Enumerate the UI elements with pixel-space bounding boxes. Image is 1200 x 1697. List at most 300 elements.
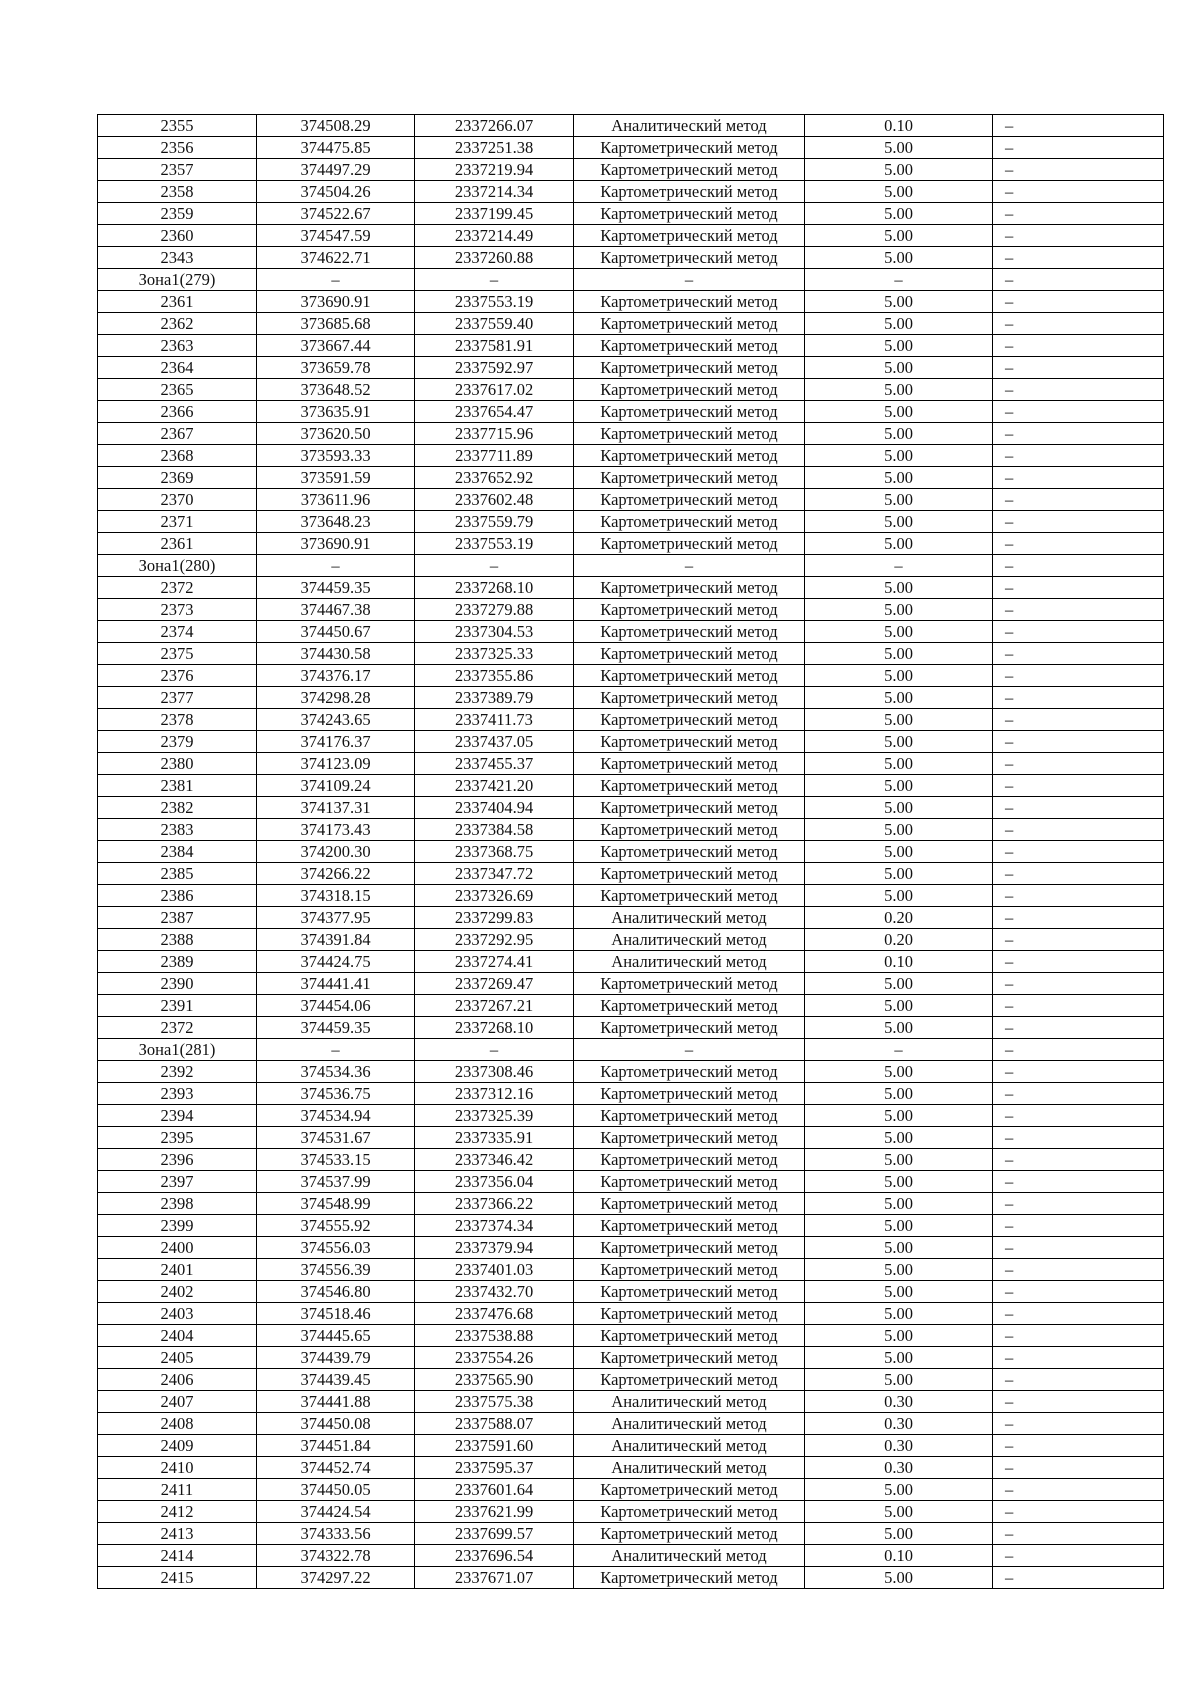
cell-precision: 5.00 bbox=[805, 1215, 993, 1237]
cell-precision: 5.00 bbox=[805, 159, 993, 181]
cell-precision: 5.00 bbox=[805, 973, 993, 995]
cell-y: 2337274.41 bbox=[415, 951, 574, 973]
cell-note: – bbox=[993, 797, 1164, 819]
cell-precision: 0.30 bbox=[805, 1413, 993, 1435]
cell-precision: 5.00 bbox=[805, 1281, 993, 1303]
cell-x: 374504.26 bbox=[257, 181, 415, 203]
cell-x: 374441.88 bbox=[257, 1391, 415, 1413]
cell-y: 2337214.34 bbox=[415, 181, 574, 203]
table-row bbox=[98, 863, 1164, 885]
cell-precision: 5.00 bbox=[805, 313, 993, 335]
cell-point: 2376 bbox=[98, 665, 257, 687]
table-row bbox=[98, 819, 1164, 841]
cell-x: 374452.74 bbox=[257, 1457, 415, 1479]
cell-method: Картометрический метод bbox=[574, 159, 805, 181]
cell-point: 2390 bbox=[98, 973, 257, 995]
cell-x: 374459.35 bbox=[257, 1017, 415, 1039]
table-body bbox=[98, 115, 1164, 1589]
cell-method: Картометрический метод bbox=[574, 291, 805, 313]
cell-y: 2337559.40 bbox=[415, 313, 574, 335]
cell-point: 2391 bbox=[98, 995, 257, 1017]
cell-method: Картометрический метод bbox=[574, 973, 805, 995]
cell-x: 374377.95 bbox=[257, 907, 415, 929]
cell-y: 2337553.19 bbox=[415, 291, 574, 313]
cell-y: 2337347.72 bbox=[415, 863, 574, 885]
cell-precision: 5.00 bbox=[805, 247, 993, 269]
cell-precision: 5.00 bbox=[805, 599, 993, 621]
table-row bbox=[98, 1545, 1164, 1567]
cell-precision: 0.10 bbox=[805, 951, 993, 973]
cell-precision: 5.00 bbox=[805, 1149, 993, 1171]
cell-point: 2375 bbox=[98, 643, 257, 665]
cell-precision: 0.30 bbox=[805, 1391, 993, 1413]
table-row bbox=[98, 1369, 1164, 1391]
table-row bbox=[98, 885, 1164, 907]
cell-note: – bbox=[993, 181, 1164, 203]
table-row bbox=[98, 203, 1164, 225]
cell-note: – bbox=[993, 203, 1164, 225]
cell-precision: 5.00 bbox=[805, 775, 993, 797]
table-row bbox=[98, 225, 1164, 247]
cell-point: 2373 bbox=[98, 599, 257, 621]
cell-point: 2370 bbox=[98, 489, 257, 511]
cell-method: Картометрический метод bbox=[574, 1149, 805, 1171]
cell-point: 2414 bbox=[98, 1545, 257, 1567]
cell-x: 374137.31 bbox=[257, 797, 415, 819]
table-row bbox=[98, 423, 1164, 445]
cell-precision: 5.00 bbox=[805, 1369, 993, 1391]
cell-method: Картометрический метод bbox=[574, 1281, 805, 1303]
cell-method: Картометрический метод bbox=[574, 621, 805, 643]
cell-method: Картометрический метод bbox=[574, 599, 805, 621]
cell-point: 2372 bbox=[98, 577, 257, 599]
cell-note: – bbox=[993, 1391, 1164, 1413]
table-row bbox=[98, 643, 1164, 665]
cell-point: 2365 bbox=[98, 379, 257, 401]
cell-x: – bbox=[257, 1039, 415, 1061]
cell-precision: 5.00 bbox=[805, 203, 993, 225]
cell-method: Картометрический метод bbox=[574, 357, 805, 379]
cell-note: – bbox=[993, 863, 1164, 885]
cell-precision: 5.00 bbox=[805, 665, 993, 687]
cell-x: 374439.79 bbox=[257, 1347, 415, 1369]
cell-note: – bbox=[993, 159, 1164, 181]
cell-method: Картометрический метод bbox=[574, 335, 805, 357]
cell-y: 2337565.90 bbox=[415, 1369, 574, 1391]
cell-y: 2337401.03 bbox=[415, 1259, 574, 1281]
cell-point: 2369 bbox=[98, 467, 257, 489]
cell-method: Картометрический метод bbox=[574, 1347, 805, 1369]
cell-y: 2337711.89 bbox=[415, 445, 574, 467]
cell-point: 2366 bbox=[98, 401, 257, 423]
cell-precision: 5.00 bbox=[805, 819, 993, 841]
cell-method: Картометрический метод bbox=[574, 841, 805, 863]
table-row bbox=[98, 1523, 1164, 1545]
cell-y: – bbox=[415, 1039, 574, 1061]
cell-precision: 5.00 bbox=[805, 1171, 993, 1193]
cell-note: – bbox=[993, 1281, 1164, 1303]
cell-x: 374533.15 bbox=[257, 1149, 415, 1171]
cell-note: – bbox=[993, 1479, 1164, 1501]
cell-note: – bbox=[993, 731, 1164, 753]
cell-note: – bbox=[993, 533, 1164, 555]
table-row bbox=[98, 753, 1164, 775]
cell-point: Зона1(280) bbox=[98, 555, 257, 577]
cell-x: 373690.91 bbox=[257, 291, 415, 313]
table-row bbox=[98, 247, 1164, 269]
cell-method: Картометрический метод bbox=[574, 775, 805, 797]
cell-point: 2406 bbox=[98, 1369, 257, 1391]
cell-point: 2397 bbox=[98, 1171, 257, 1193]
cell-point: 2410 bbox=[98, 1457, 257, 1479]
cell-point: 2411 bbox=[98, 1479, 257, 1501]
cell-point: 2400 bbox=[98, 1237, 257, 1259]
cell-note: – bbox=[993, 599, 1164, 621]
cell-y: 2337411.73 bbox=[415, 709, 574, 731]
cell-point: 2412 bbox=[98, 1501, 257, 1523]
cell-precision: 5.00 bbox=[805, 291, 993, 313]
cell-x: 374445.65 bbox=[257, 1325, 415, 1347]
cell-x: 374200.30 bbox=[257, 841, 415, 863]
cell-y: 2337715.96 bbox=[415, 423, 574, 445]
cell-precision: 0.30 bbox=[805, 1457, 993, 1479]
cell-note: – bbox=[993, 1303, 1164, 1325]
cell-note: – bbox=[993, 1523, 1164, 1545]
cell-x: 374531.67 bbox=[257, 1127, 415, 1149]
cell-method: Картометрический метод bbox=[574, 489, 805, 511]
cell-x: 374555.92 bbox=[257, 1215, 415, 1237]
cell-y: 2337559.79 bbox=[415, 511, 574, 533]
cell-point: 2378 bbox=[98, 709, 257, 731]
cell-x: 373591.59 bbox=[257, 467, 415, 489]
cell-precision: 5.00 bbox=[805, 863, 993, 885]
cell-precision: 5.00 bbox=[805, 181, 993, 203]
cell-precision: 5.00 bbox=[805, 995, 993, 1017]
cell-method: Картометрический метод bbox=[574, 203, 805, 225]
cell-method: Картометрический метод bbox=[574, 247, 805, 269]
cell-y: 2337304.53 bbox=[415, 621, 574, 643]
cell-note: – bbox=[993, 1347, 1164, 1369]
table-row bbox=[98, 511, 1164, 533]
cell-y: 2337404.94 bbox=[415, 797, 574, 819]
table-row bbox=[98, 1215, 1164, 1237]
cell-point: 2368 bbox=[98, 445, 257, 467]
table-row bbox=[98, 951, 1164, 973]
cell-point: 2386 bbox=[98, 885, 257, 907]
cell-note: – bbox=[993, 995, 1164, 1017]
cell-y: 2337268.10 bbox=[415, 577, 574, 599]
table-row bbox=[98, 841, 1164, 863]
cell-precision: – bbox=[805, 269, 993, 291]
cell-y: 2337699.57 bbox=[415, 1523, 574, 1545]
cell-x: 374534.94 bbox=[257, 1105, 415, 1127]
cell-precision: 5.00 bbox=[805, 401, 993, 423]
cell-point: 2382 bbox=[98, 797, 257, 819]
table-row bbox=[98, 379, 1164, 401]
cell-y: 2337437.05 bbox=[415, 731, 574, 753]
cell-method: Картометрический метод bbox=[574, 1501, 805, 1523]
cell-method: Картометрический метод bbox=[574, 709, 805, 731]
cell-x: 374537.99 bbox=[257, 1171, 415, 1193]
cell-y: 2337432.70 bbox=[415, 1281, 574, 1303]
cell-y: 2337214.49 bbox=[415, 225, 574, 247]
cell-point: 2384 bbox=[98, 841, 257, 863]
cell-method: Аналитический метод bbox=[574, 1545, 805, 1567]
cell-method: Аналитический метод bbox=[574, 1457, 805, 1479]
cell-y: 2337379.94 bbox=[415, 1237, 574, 1259]
cell-x: 373593.33 bbox=[257, 445, 415, 467]
table-row bbox=[98, 1259, 1164, 1281]
cell-method: Аналитический метод bbox=[574, 1435, 805, 1457]
cell-y: 2337325.39 bbox=[415, 1105, 574, 1127]
cell-x: 374556.39 bbox=[257, 1259, 415, 1281]
cell-note: – bbox=[993, 1237, 1164, 1259]
cell-y: 2337312.16 bbox=[415, 1083, 574, 1105]
table-row bbox=[98, 159, 1164, 181]
cell-method: Аналитический метод bbox=[574, 951, 805, 973]
cell-method: Картометрический метод bbox=[574, 1017, 805, 1039]
cell-note: – bbox=[993, 555, 1164, 577]
cell-method: Картометрический метод bbox=[574, 665, 805, 687]
cell-note: – bbox=[993, 819, 1164, 841]
cell-note: – bbox=[993, 357, 1164, 379]
cell-method: Картометрический метод bbox=[574, 1171, 805, 1193]
cell-method: Картометрический метод bbox=[574, 1193, 805, 1215]
cell-note: – bbox=[993, 115, 1164, 137]
cell-precision: 5.00 bbox=[805, 687, 993, 709]
cell-method: Картометрический метод bbox=[574, 137, 805, 159]
cell-point: 2377 bbox=[98, 687, 257, 709]
cell-method: Картометрический метод bbox=[574, 687, 805, 709]
cell-x: 373648.23 bbox=[257, 511, 415, 533]
table-row bbox=[98, 1391, 1164, 1413]
cell-precision: 5.00 bbox=[805, 489, 993, 511]
cell-y: 2337325.33 bbox=[415, 643, 574, 665]
table-row bbox=[98, 907, 1164, 929]
cell-x: 374441.41 bbox=[257, 973, 415, 995]
cell-x: 374297.22 bbox=[257, 1567, 415, 1589]
zone-header-row bbox=[98, 555, 1164, 577]
cell-precision: 5.00 bbox=[805, 445, 993, 467]
cell-note: – bbox=[993, 1083, 1164, 1105]
table-row bbox=[98, 1171, 1164, 1193]
cell-y: 2337652.92 bbox=[415, 467, 574, 489]
cell-precision: 5.00 bbox=[805, 379, 993, 401]
cell-method: Картометрический метод bbox=[574, 1237, 805, 1259]
cell-note: – bbox=[993, 709, 1164, 731]
table-row bbox=[98, 731, 1164, 753]
cell-x: 374109.24 bbox=[257, 775, 415, 797]
cell-note: – bbox=[993, 1501, 1164, 1523]
cell-method: Картометрический метод bbox=[574, 423, 805, 445]
cell-note: – bbox=[993, 401, 1164, 423]
table-row bbox=[98, 291, 1164, 313]
table-row bbox=[98, 1127, 1164, 1149]
cell-x: 374173.43 bbox=[257, 819, 415, 841]
cell-note: – bbox=[993, 1369, 1164, 1391]
cell-point: 2408 bbox=[98, 1413, 257, 1435]
cell-note: – bbox=[993, 929, 1164, 951]
cell-y: 2337617.02 bbox=[415, 379, 574, 401]
cell-note: – bbox=[993, 1105, 1164, 1127]
cell-x: 374266.22 bbox=[257, 863, 415, 885]
cell-point: 2372 bbox=[98, 1017, 257, 1039]
cell-precision: 0.20 bbox=[805, 907, 993, 929]
cell-precision: 5.00 bbox=[805, 1127, 993, 1149]
table-row bbox=[98, 775, 1164, 797]
cell-point: 2405 bbox=[98, 1347, 257, 1369]
cell-y: 2337476.68 bbox=[415, 1303, 574, 1325]
table-row bbox=[98, 401, 1164, 423]
cell-precision: 0.20 bbox=[805, 929, 993, 951]
cell-precision: 5.00 bbox=[805, 511, 993, 533]
cell-x: 374424.54 bbox=[257, 1501, 415, 1523]
cell-note: – bbox=[993, 1435, 1164, 1457]
cell-method: Картометрический метод bbox=[574, 797, 805, 819]
cell-y: 2337374.34 bbox=[415, 1215, 574, 1237]
cell-precision: 5.00 bbox=[805, 1237, 993, 1259]
cell-note: – bbox=[993, 511, 1164, 533]
table-row bbox=[98, 1237, 1164, 1259]
cell-note: – bbox=[993, 247, 1164, 269]
cell-note: – bbox=[993, 665, 1164, 687]
cell-y: 2337366.22 bbox=[415, 1193, 574, 1215]
table-row bbox=[98, 313, 1164, 335]
cell-x: 374546.80 bbox=[257, 1281, 415, 1303]
cell-x: 374536.75 bbox=[257, 1083, 415, 1105]
table-row bbox=[98, 1347, 1164, 1369]
cell-method: Аналитический метод bbox=[574, 115, 805, 137]
cell-precision: 5.00 bbox=[805, 1347, 993, 1369]
cell-note: – bbox=[993, 1193, 1164, 1215]
table-row bbox=[98, 665, 1164, 687]
cell-y: 2337696.54 bbox=[415, 1545, 574, 1567]
cell-method: Картометрический метод bbox=[574, 181, 805, 203]
cell-y: 2337455.37 bbox=[415, 753, 574, 775]
cell-point: 2404 bbox=[98, 1325, 257, 1347]
cell-point: 2383 bbox=[98, 819, 257, 841]
cell-note: – bbox=[993, 1567, 1164, 1589]
cell-method: Картометрический метод bbox=[574, 885, 805, 907]
cell-note: – bbox=[993, 1259, 1164, 1281]
table-row bbox=[98, 467, 1164, 489]
cell-method: Картометрический метод bbox=[574, 533, 805, 555]
cell-method: Аналитический метод bbox=[574, 907, 805, 929]
cell-x: 374243.65 bbox=[257, 709, 415, 731]
cell-point: 2388 bbox=[98, 929, 257, 951]
cell-x: 374497.29 bbox=[257, 159, 415, 181]
cell-precision: 5.00 bbox=[805, 423, 993, 445]
cell-y: 2337368.75 bbox=[415, 841, 574, 863]
cell-y: 2337671.07 bbox=[415, 1567, 574, 1589]
table-row bbox=[98, 1567, 1164, 1589]
cell-y: 2337308.46 bbox=[415, 1061, 574, 1083]
cell-method: – bbox=[574, 555, 805, 577]
cell-y: – bbox=[415, 555, 574, 577]
cell-method: Картометрический метод bbox=[574, 731, 805, 753]
cell-note: – bbox=[993, 445, 1164, 467]
cell-note: – bbox=[993, 687, 1164, 709]
cell-x: 374534.36 bbox=[257, 1061, 415, 1083]
cell-y: 2337199.45 bbox=[415, 203, 574, 225]
table-row bbox=[98, 1413, 1164, 1435]
cell-point: 2413 bbox=[98, 1523, 257, 1545]
cell-x: 374298.28 bbox=[257, 687, 415, 709]
cell-note: – bbox=[993, 951, 1164, 973]
cell-precision: – bbox=[805, 1039, 993, 1061]
cell-note: – bbox=[993, 1457, 1164, 1479]
cell-precision: 5.00 bbox=[805, 1567, 993, 1589]
cell-y: 2337553.19 bbox=[415, 533, 574, 555]
cell-x: 374556.03 bbox=[257, 1237, 415, 1259]
cell-point: 2361 bbox=[98, 533, 257, 555]
cell-y: 2337279.88 bbox=[415, 599, 574, 621]
table-row bbox=[98, 1193, 1164, 1215]
cell-x: 374454.06 bbox=[257, 995, 415, 1017]
cell-note: – bbox=[993, 379, 1164, 401]
cell-precision: 0.10 bbox=[805, 1545, 993, 1567]
cell-method: Картометрический метод bbox=[574, 1105, 805, 1127]
cell-point: 2380 bbox=[98, 753, 257, 775]
cell-precision: 5.00 bbox=[805, 797, 993, 819]
cell-point: Зона1(279) bbox=[98, 269, 257, 291]
cell-note: – bbox=[993, 489, 1164, 511]
cell-precision: 5.00 bbox=[805, 1193, 993, 1215]
cell-y: 2337538.88 bbox=[415, 1325, 574, 1347]
cell-note: – bbox=[993, 1413, 1164, 1435]
table-row bbox=[98, 621, 1164, 643]
cell-precision: 5.00 bbox=[805, 577, 993, 599]
cell-x: 374322.78 bbox=[257, 1545, 415, 1567]
cell-y: 2337260.88 bbox=[415, 247, 574, 269]
cell-method: Картометрический метод bbox=[574, 1567, 805, 1589]
table-row bbox=[98, 973, 1164, 995]
cell-method: Картометрический метод bbox=[574, 511, 805, 533]
cell-precision: 0.30 bbox=[805, 1435, 993, 1457]
cell-x: 373611.96 bbox=[257, 489, 415, 511]
cell-precision: 5.00 bbox=[805, 753, 993, 775]
table-row bbox=[98, 357, 1164, 379]
cell-precision: 5.00 bbox=[805, 225, 993, 247]
cell-x: 374467.38 bbox=[257, 599, 415, 621]
cell-point: 2379 bbox=[98, 731, 257, 753]
cell-note: – bbox=[993, 973, 1164, 995]
cell-point: 2363 bbox=[98, 335, 257, 357]
cell-point: 2403 bbox=[98, 1303, 257, 1325]
cell-precision: 5.00 bbox=[805, 885, 993, 907]
cell-x: 374622.71 bbox=[257, 247, 415, 269]
cell-note: – bbox=[993, 753, 1164, 775]
cell-point: 2367 bbox=[98, 423, 257, 445]
cell-method: Картометрический метод bbox=[574, 577, 805, 599]
cell-precision: 5.00 bbox=[805, 1501, 993, 1523]
cell-point: 2381 bbox=[98, 775, 257, 797]
table-row bbox=[98, 1105, 1164, 1127]
cell-point: 2415 bbox=[98, 1567, 257, 1589]
cell-y: 2337602.48 bbox=[415, 489, 574, 511]
cell-note: – bbox=[993, 269, 1164, 291]
cell-point: 2361 bbox=[98, 291, 257, 313]
cell-x: 374475.85 bbox=[257, 137, 415, 159]
cell-point: Зона1(281) bbox=[98, 1039, 257, 1061]
cell-point: 2359 bbox=[98, 203, 257, 225]
table-row bbox=[98, 137, 1164, 159]
cell-method: Картометрический метод bbox=[574, 379, 805, 401]
cell-method: Картометрический метод bbox=[574, 995, 805, 1017]
cell-y: 2337421.20 bbox=[415, 775, 574, 797]
cell-note: – bbox=[993, 1149, 1164, 1171]
cell-method: Картометрический метод bbox=[574, 1325, 805, 1347]
